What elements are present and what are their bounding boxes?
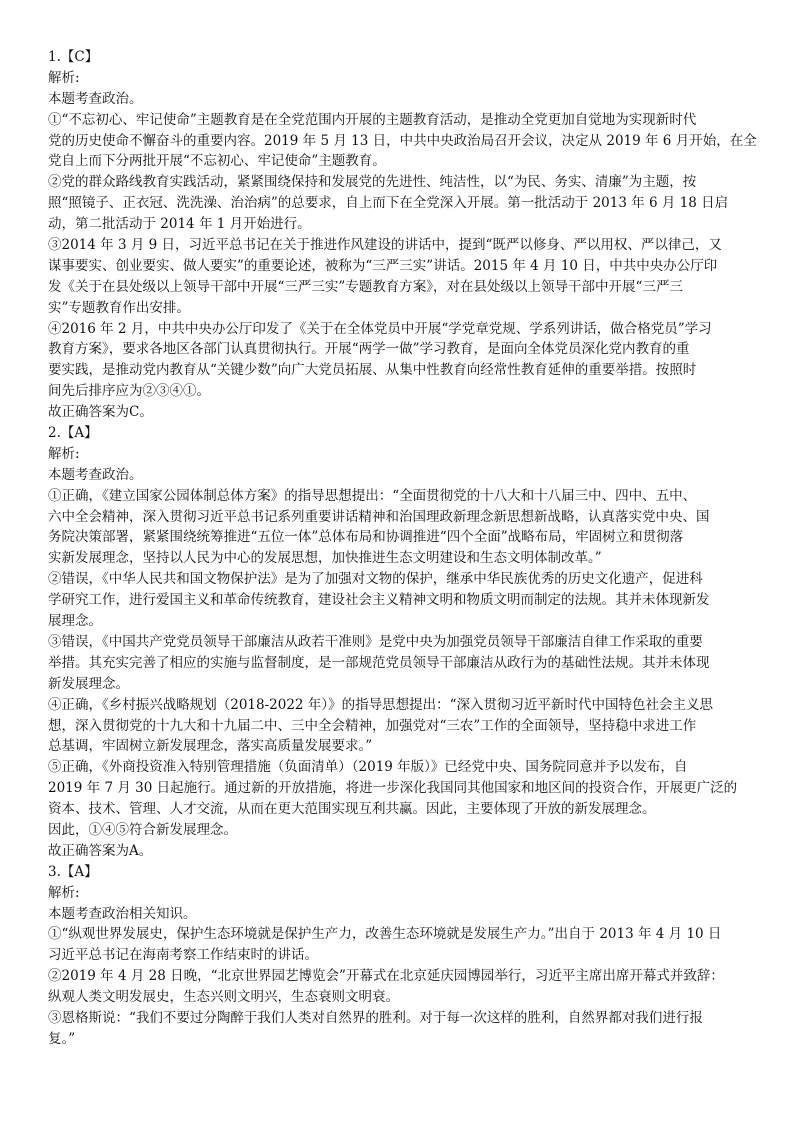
text-line: 学研究工作，进行爱国主义和革命传统教育，建设社会主义精神文明和物质文明而制定的法规。其并未体现新发 bbox=[48, 592, 710, 609]
text-line: 因此，①④⑤符合新发展理念。 bbox=[48, 821, 237, 838]
text-line: ②2019 年 4 月 28 日晚，“北京世界园艺博览会”开幕式在北京延庆园博园举行，习近平主席出席开幕式并致辞： bbox=[48, 968, 724, 985]
text-line: ②错误，《中华人民共和国文物保护法》是为了加强对文物的保护，继承中华民族优秀的历史文化遗产，促进科 bbox=[48, 571, 703, 588]
text-line: 3.【A】 bbox=[48, 863, 98, 880]
text-line: 动，第二批活动于 2014 年 1 月开始进行。 bbox=[48, 216, 311, 233]
text-line: 务院决策部署，紧紧围绕统筹推进“五位一体”总体布局和协调推进“四个全面”战略布局，牢固树立和贯彻落 bbox=[48, 529, 684, 546]
text-line: ①正确，《建立国家公园体制总体方案》的指导思想提出：“全面贯彻党的十八大和十八届三中、四中、五中、 bbox=[48, 487, 697, 504]
text-line: 解析: bbox=[48, 69, 80, 86]
text-line: 发《关于在县处级以上领导干部中开展“三严三实”专题教育方案》，对在县处级以上领导干部中开展“三严三 bbox=[48, 278, 683, 295]
text-line: 间先后排序应为②③④①。 bbox=[48, 383, 210, 400]
text-line: 照“照镜子、正衣冠、洗洗澡、治治病”的总要求，自上而下在全党深入开展。第一批活动于 2013 年 6 月 18 日启 bbox=[48, 195, 729, 212]
text-line: ④正确，《乡村振兴战略规划（2018-2022 年）》的指导思想提出：“深入贯彻习近平新时代中国特色社会主义思 bbox=[48, 696, 713, 713]
text-line: 解析: bbox=[48, 445, 80, 462]
text-line: 展理念。 bbox=[48, 613, 102, 630]
text-line: 2019 年 7 月 30 日起施行。通过新的开放措施，将进一步深化我国同其他国家和地区间的投资合作，开展更广泛的 bbox=[48, 780, 738, 797]
text-line: ②党的群众路线教育实践活动，紧紧围绕保持和发展党的先进性、纯洁性，以“为民、务实、清廉”为主题，按 bbox=[48, 174, 697, 191]
text-line: 实新发展理念，坚持以人民为中心的发展思想，加快推进生态文明建设和生态文明体制改革。” bbox=[48, 550, 602, 567]
text-line: ④2016 年 2 月，中共中央办公厅印发了《关于在全体党员中开展“学党章党规、学系列讲话，做合格党员”学习 bbox=[48, 320, 712, 337]
text-line: 2.【A】 bbox=[48, 425, 98, 442]
text-line: 总基调，牢固树立新发展理念，落实高质量发展要求。” bbox=[48, 738, 373, 755]
document-page bbox=[48, 47, 760, 1050]
text-line: 资本、技术、管理、人才交流，从而在更大范围实现互利共赢。因此，主要体现了开放的新发展理念。 bbox=[48, 801, 656, 818]
text-line: 举措。其充实完善了相应的实施与监督制度，是一部规范党员领导干部廉洁从政行为的基础性法规。其并未体现 bbox=[48, 654, 710, 671]
text-line: 实”专题教育作出安排。 bbox=[48, 299, 190, 316]
text-line: 复。” bbox=[48, 1030, 76, 1047]
text-line: 谋事要实、创业要实、做人要实”的重要论述，被称为“三严三实”讲话。2015 年 4 月 10 日，中共中央办公厅印 bbox=[48, 257, 718, 274]
text-line: ⑤正确，《外商投资准入特别管理措施（负面清单）（2019 年版）》已经党中央、国务院同意并予以发布，自 bbox=[48, 759, 688, 776]
text-line: 纵观人类文明发展史，生态兴则文明兴，生态衰则文明衰。 bbox=[48, 989, 399, 1006]
text-line: ③恩格斯说：“我们不要过分陶醉于我们人类对自然界的胜利。对于每一次这样的胜利，自然界都对我们进行报 bbox=[48, 1009, 703, 1026]
text-line: 党的历史使命不懈奋斗的重要内容。2019 年 5 月 13 日，中共中央政治局召开会议，决定从 2019 年 6 月开始，在全 bbox=[48, 132, 757, 149]
text-line: 解析: bbox=[48, 884, 80, 901]
text-line: 故正确答案为A。 bbox=[48, 842, 153, 859]
text-line: 习近平总书记在海南考察工作结束时的讲话。 bbox=[48, 947, 318, 964]
text-line: 本题考查政治。 bbox=[48, 90, 143, 107]
text-line: 六中全会精神，深入贯彻习近平总书记系列重要讲话精神和治国理政新理念新思想新战略，认真落实党中央、国 bbox=[48, 508, 710, 525]
text-line: 1.【C】 bbox=[48, 49, 99, 65]
text-line: ③2014 年 3 月 9 日，习近平总书记在关于推进作风建设的讲话中，提到“既严以修身、严以用权、严以律己，又 bbox=[48, 237, 722, 254]
text-line: 想，深入贯彻党的十九大和十九届二中、三中全会精神，加强党对“三农”工作的全面领导，坚持稳中求进工作 bbox=[48, 717, 697, 734]
text-line: 本题考查政治。 bbox=[48, 466, 143, 483]
text-line: ①“不忘初心、牢记使命”主题教育是在全党范围内开展的主题教育活动，是推动全党更加自觉地为实现新时代 bbox=[48, 111, 697, 128]
text-line: ①“纵观世界发展史，保护生态环境就是保护生产力，改善生态环境就是发展生产力。”出自于 2013 年 4 月 10 日 bbox=[48, 926, 722, 943]
text-line: 要实践，是推动党内教育从“关键少数”向广大党员拓展、从集中性教育向经常性教育延伸的重要举措。按照时 bbox=[48, 362, 697, 379]
text-line: 教育方案》，要求各地区各部门认真贯彻执行。开展“两学一做”学习教育，是面向全体党员深化党内教育的重 bbox=[48, 341, 690, 358]
text-line: 故正确答案为C。 bbox=[48, 404, 153, 421]
text-line: 党自上而下分两批开展“不忘初心、牢记使命”主题教育。 bbox=[48, 153, 386, 170]
text-line: 本题考查政治相关知识。 bbox=[48, 905, 197, 922]
text-line: ③错误，《中国共产党党员领导干部廉洁从政若干准则》是党中央为加强党员领导干部廉洁自律工作采取的重要 bbox=[48, 633, 703, 650]
text-line: 新发展理念。 bbox=[48, 675, 129, 692]
